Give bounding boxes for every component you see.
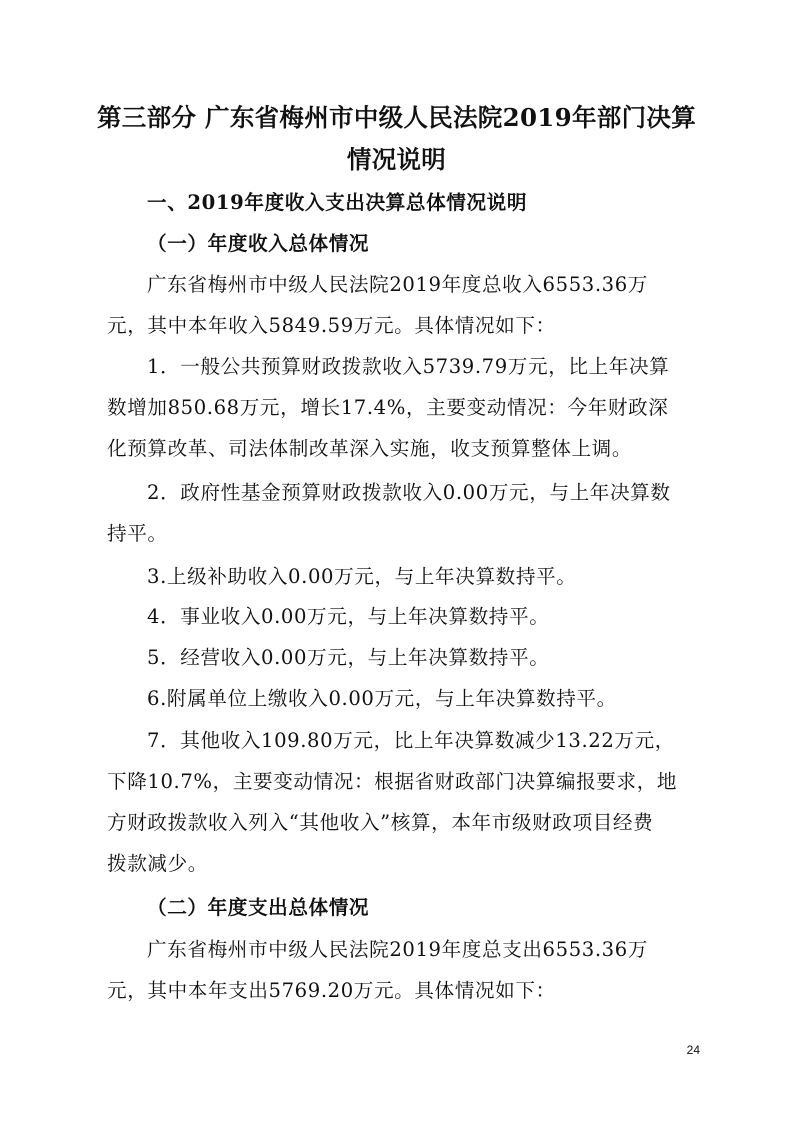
section-heading-income-expense: 一、2019年度收入支出决算总体情况说明 bbox=[147, 191, 528, 214]
page-number: 24 bbox=[686, 1043, 700, 1057]
title-line-2: 情况说明 bbox=[346, 145, 447, 174]
document-title bbox=[90, 97, 703, 181]
list-item-line: 化预算改革、司法体制改革深入实施，收支预算整体上调。 bbox=[107, 437, 633, 460]
list-item: 3.上级补助收入0.00万元，与上年决算数持平。 bbox=[147, 565, 577, 588]
subsection-heading-expense: （二）年度支出总体情况 bbox=[147, 896, 370, 919]
list-item-line: 下降10.7%，主要变动情况：根据省财政部门决算编报要求，地 bbox=[107, 770, 678, 793]
paragraph-line: 元，其中本年支出5769.20万元。具体情况如下： bbox=[107, 979, 556, 1002]
list-item-line: 数增加850.68万元，增长17.4%，主要变动情况：今年财政深 bbox=[107, 396, 669, 419]
paragraph-line: 广东省梅州市中级人民法院2019年度总支出6553.36万 bbox=[147, 938, 648, 961]
title-line-1: 第三部分 广东省梅州市中级人民法院2019年部门决算 bbox=[96, 103, 696, 132]
list-item-line: 7．其他收入109.80万元，比上年决算数减少13.22万元， bbox=[147, 729, 675, 752]
list-item: 4．事业收入0.00万元，与上年决算数持平。 bbox=[147, 605, 550, 628]
list-item: 5．经营收入0.00万元，与上年决算数持平。 bbox=[147, 646, 550, 669]
list-item-line: 2．政府性基金预算财政拨款收入0.00万元，与上年决算数 bbox=[147, 481, 671, 504]
list-item-line: 方财政拨款收入列入“其他收入”核算，本年市级财政项目经费 bbox=[107, 811, 654, 834]
subsection-heading-income: （一）年度收入总体情况 bbox=[147, 232, 370, 255]
paragraph-line: 元，其中本年收入5849.59万元。具体情况如下： bbox=[107, 314, 556, 337]
list-item-line: 1．一般公共预算财政拨款收入5739.79万元，比上年决算 bbox=[147, 355, 670, 378]
list-item-line: 拨款减少。 bbox=[107, 852, 208, 875]
list-item: 6.附属单位上缴收入0.00万元，与上年决算数持平。 bbox=[147, 687, 617, 710]
list-item-line: 持平。 bbox=[107, 522, 168, 545]
paragraph-line: 广东省梅州市中级人民法院2019年度总收入6553.36万 bbox=[147, 273, 648, 296]
